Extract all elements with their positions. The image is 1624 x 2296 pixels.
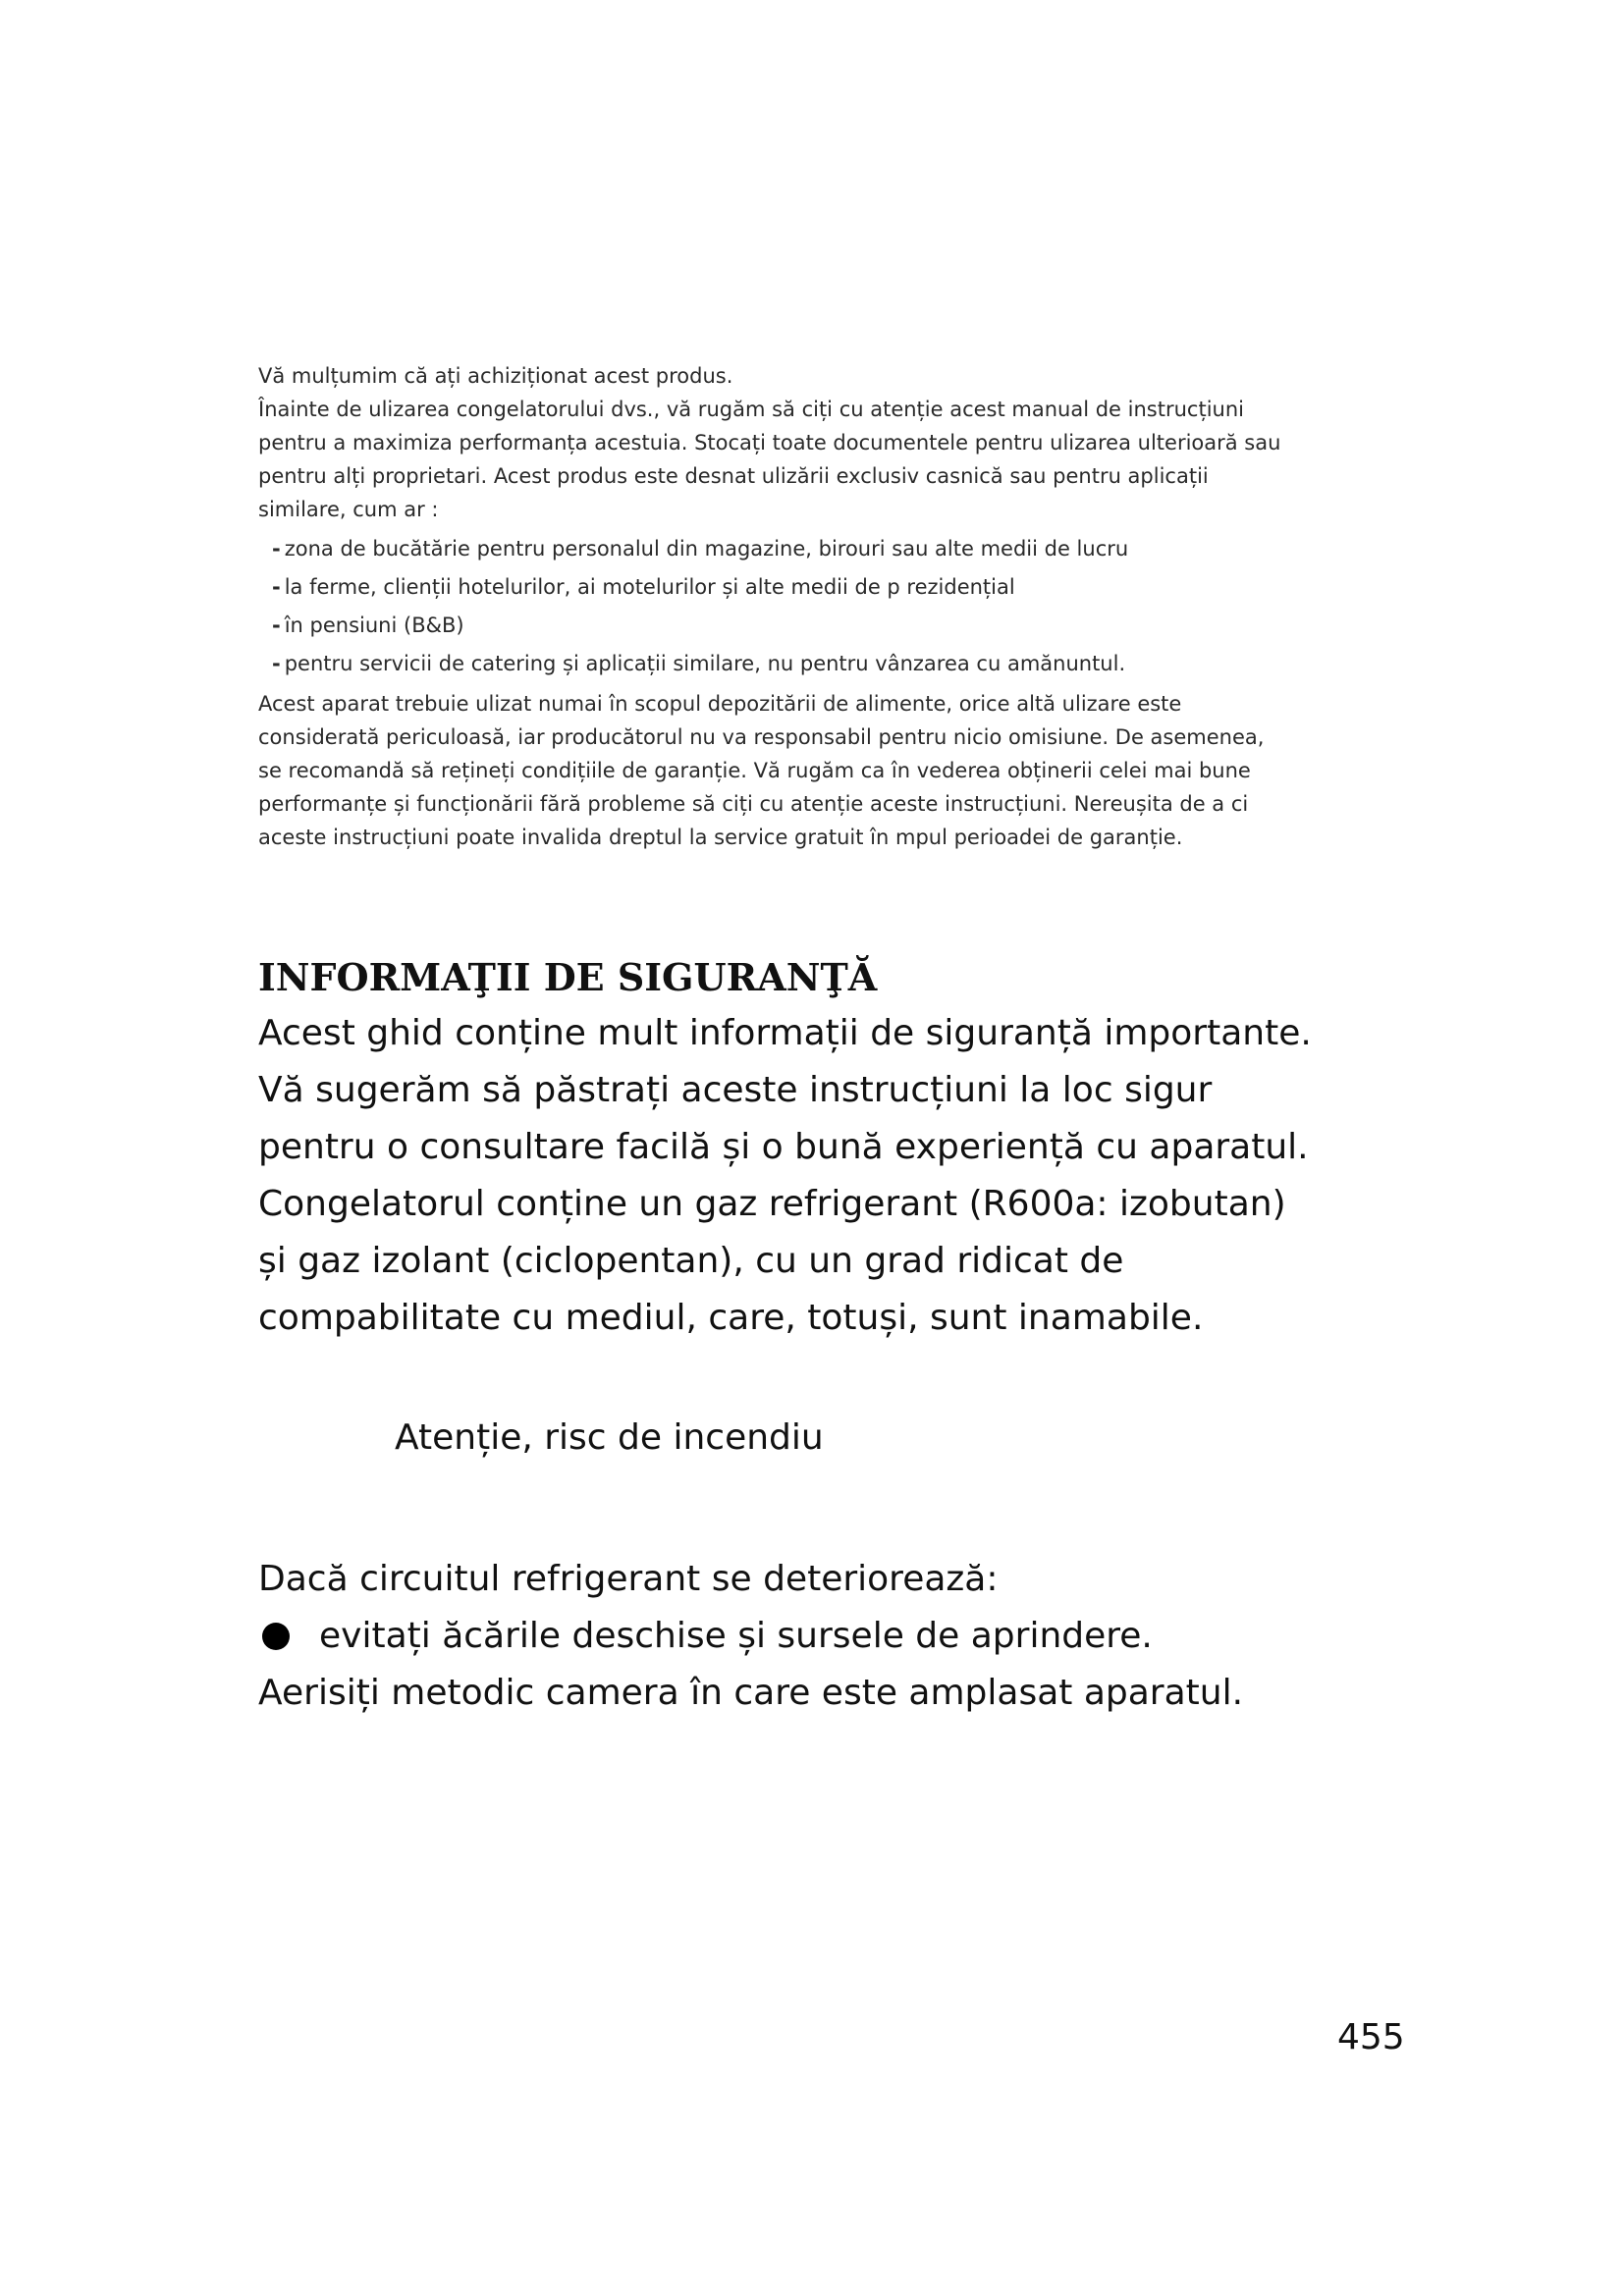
usage-list bbox=[272, 530, 1368, 683]
intro-line: Înainte de ulizarea congelatorului dvs., vă rugăm să ciți cu atenție acest manual de instrucțiuni bbox=[258, 398, 1244, 421]
paragraph-line: performanțe și funcționării fără probleme să ciți cu atenție aceste instrucțiuni. Nereușita de a ci bbox=[258, 792, 1249, 816]
paragraph-line: Acest aparat trebuie ulizat numai în scopul depozitării de alimente, orice altă ulizare este bbox=[258, 692, 1182, 716]
bullet-dot-icon bbox=[262, 1623, 290, 1650]
circuit-heading: Dacă circuitul refrigerant se deteriorează: bbox=[258, 1559, 999, 1599]
safety-line: și gaz izolant (ciclopentan), cu un grad ridicat de bbox=[258, 1241, 1124, 1281]
dash-marker: - bbox=[272, 652, 281, 675]
intro-line: pentru alți proprietari. Acest produs este desnat ulizării exclusiv casnică sau pentru aplicații bbox=[258, 464, 1209, 488]
circuit-closing: Aerisiți metodic camera în care este amplasat aparatul. bbox=[258, 1673, 1244, 1713]
list-item bbox=[272, 607, 1368, 645]
intro-section bbox=[258, 359, 1368, 854]
dash-marker: - bbox=[272, 575, 281, 599]
list-item-text: la ferme, clienții hotelurilor, ai motelurilor și alte medii de p rezidențial bbox=[284, 575, 1015, 599]
safety-line: compabilitate cu mediul, care, totuși, sunt inamabile. bbox=[258, 1298, 1204, 1338]
safety-heading: INFORMAŢII DE SIGURANŢĂ bbox=[258, 955, 878, 999]
list-item bbox=[272, 530, 1368, 568]
intro-line: similare, cum ar : bbox=[258, 498, 439, 521]
safety-line: pentru o consultare facilă și o bună experiență cu aparatul. bbox=[258, 1127, 1309, 1167]
dash-marker: - bbox=[272, 537, 281, 561]
dash-marker: - bbox=[272, 614, 281, 637]
list-item-text: zona de bucătărie pentru personalul din magazine, birouri sau alte medii de lucru bbox=[284, 537, 1129, 561]
paragraph-line: considerată periculoasă, iar producătorul nu va responsabil pentru nicio omisiune. De asemenea, bbox=[258, 725, 1265, 749]
list-item-text: în pensiuni (B&B) bbox=[284, 614, 464, 637]
page-number: 455 bbox=[1337, 2017, 1405, 2057]
intro-line: pentru a maximiza performanța acestuia. Stocați toate documentele pentru ulizarea ulterioară sau bbox=[258, 431, 1281, 454]
paragraph-line: se recomandă să rețineți condițiile de garanție. Vă rugăm ca în vederea obținerii celei mai bune bbox=[258, 759, 1251, 782]
list-item bbox=[272, 568, 1368, 607]
list-item-text: pentru servicii de catering și aplicații similare, nu pentru vânzarea cu amănuntul. bbox=[284, 652, 1126, 675]
safety-line: Vă sugerăm să păstrați aceste instrucțiuni la loc sigur bbox=[258, 1070, 1213, 1110]
list-item bbox=[258, 1608, 1436, 1665]
list-item-text: evitați ăcările deschise și sursele de aprindere. bbox=[319, 1616, 1153, 1656]
safety-text bbox=[258, 1005, 1436, 1347]
safety-line: Acest ghid conține mult informații de siguranță importante. bbox=[258, 1013, 1312, 1053]
circuit-damage-section bbox=[258, 1551, 1436, 1722]
paragraph-line: aceste instrucțiuni poate invalida dreptul la service gratuit în mpul perioadei de garanție. bbox=[258, 826, 1183, 849]
list-item bbox=[272, 645, 1368, 683]
intro-line: Vă mulțumim că ați achiziționat acest produs. bbox=[258, 364, 733, 388]
usage-paragraph bbox=[258, 687, 1368, 854]
fire-risk-warning: Atenție, risc de incendiu bbox=[395, 1417, 824, 1458]
safety-line: Congelatorul conține un gaz refrigerant (R600a: izobutan) bbox=[258, 1184, 1286, 1224]
